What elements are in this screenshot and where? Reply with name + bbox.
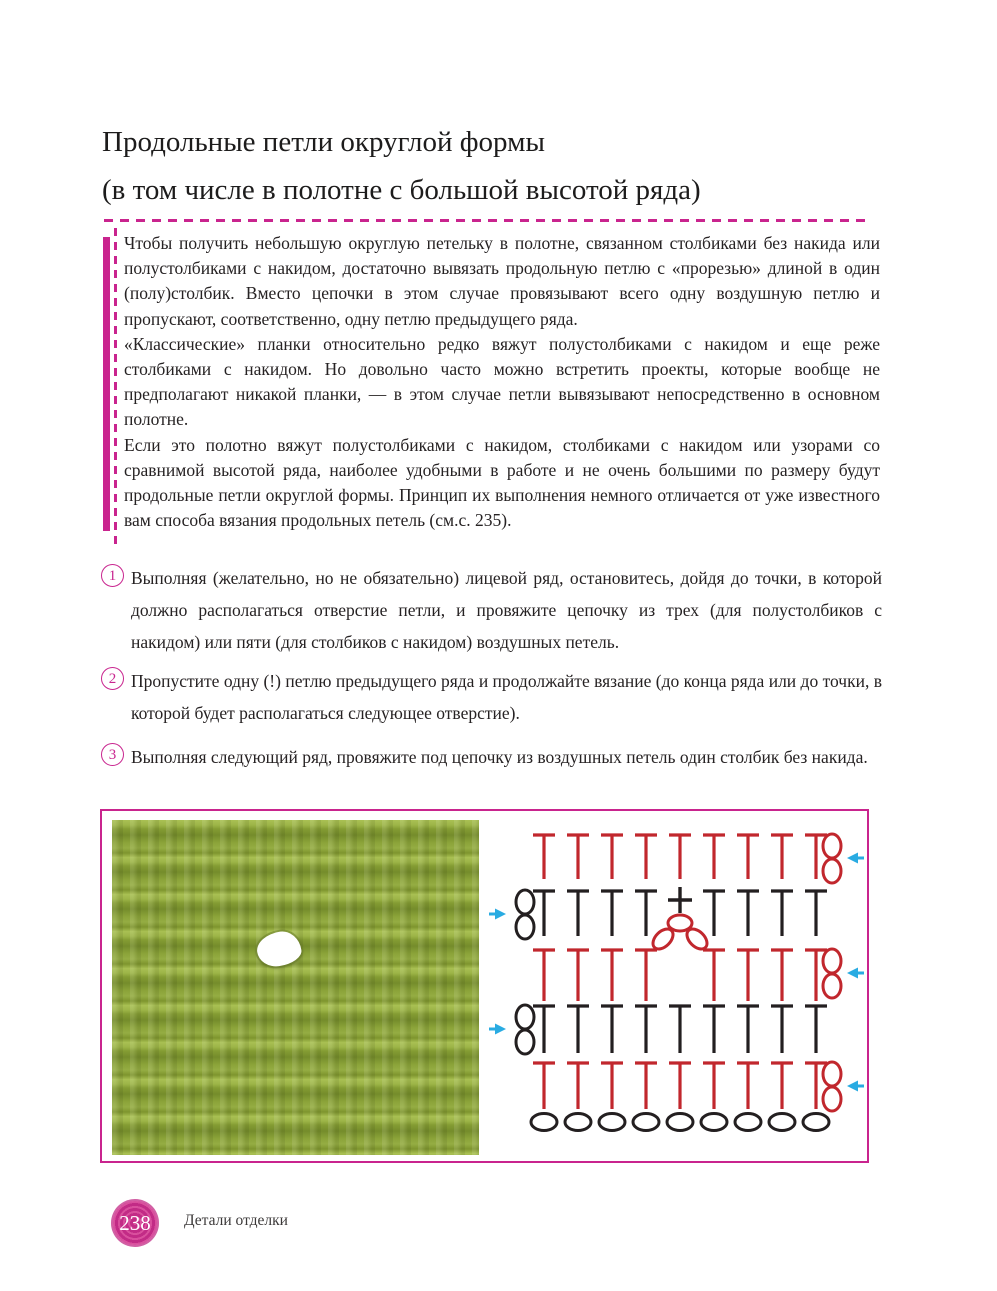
foundation-chain-symbol bbox=[803, 1114, 829, 1131]
figure-box bbox=[100, 809, 869, 1163]
page-number-badge: 238 bbox=[111, 1199, 159, 1247]
turning-chain-symbol bbox=[516, 890, 534, 914]
step-number-badge: 2 bbox=[101, 667, 124, 690]
direction-arrow bbox=[847, 853, 858, 864]
step-text: Выполняя (желательно, но не обязательно) лицевой ряд, остановитесь, дойдя до точки, в которой должно располагаться отверстие петли, и провяжите цепочку из трех (для полустолбиков с накидом) или пяти (для столбиков с накидом) воздушных петель. bbox=[131, 568, 882, 652]
turning-chain-symbol bbox=[516, 915, 534, 939]
intro-dashed-line bbox=[114, 228, 117, 547]
turning-chain-symbol bbox=[823, 949, 841, 973]
turning-chain-symbol bbox=[823, 859, 841, 883]
turning-chain-symbol bbox=[823, 1062, 841, 1086]
intro-block bbox=[124, 231, 880, 533]
direction-arrow bbox=[847, 1081, 858, 1092]
intro-accent-bar bbox=[103, 237, 110, 531]
turning-chain-symbol bbox=[516, 1030, 534, 1054]
step-number-badge: 3 bbox=[101, 743, 124, 766]
foundation-chain-symbol bbox=[633, 1114, 659, 1131]
step-text: Выполняя следующий ряд, провяжите под цепочку из воздушных петель один столбик без накида. bbox=[131, 747, 868, 767]
step-text: Пропустите одну (!) петлю предыдущего ряда и продолжайте вязание (до конца ряда или до точки, в которой будет располагаться следующее отверстие). bbox=[131, 671, 882, 723]
turning-chain-symbol bbox=[823, 1087, 841, 1111]
intro-paragraph: «Классические» планки относительно редко вяжут полустолбиками с накидом и еще реже столбиками с накидом. Но довольно часто можно встретить проекты, которые вообще не предполагают никакой планки, — в этом случае петли вывязывают непосредственно в основном полотне. bbox=[124, 333, 880, 430]
crochet-chart bbox=[102, 811, 866, 1160]
page-title bbox=[102, 118, 902, 214]
foundation-chain-symbol bbox=[701, 1114, 727, 1131]
chain-arch-symbol bbox=[668, 915, 692, 931]
foundation-chain-symbol bbox=[531, 1114, 557, 1131]
step-number-badge: 1 bbox=[101, 564, 124, 587]
footer-section-label: Детали отделки bbox=[184, 1212, 288, 1229]
intro-paragraph: Чтобы получить небольшую округлую петельку в полотне, связанном столбиками без накида или полустолбиками с накидом, достаточно вывязать продольную петлю с «прорезью» длиной в один (полу)столбик. Вместо цепочки в этом случае провязывают всего одну воздушную петлю и пропускают, соответственно, одну петлю предыдущего ряда. bbox=[124, 233, 880, 329]
dashed-divider bbox=[104, 219, 872, 222]
turning-chain-symbol bbox=[823, 974, 841, 998]
page-title-line2: (в том числе в полотне с большой высотой ряда) bbox=[102, 174, 701, 206]
foundation-chain-symbol bbox=[735, 1114, 761, 1131]
foundation-chain-symbol bbox=[769, 1114, 795, 1131]
foundation-chain-symbol bbox=[565, 1114, 591, 1131]
turning-chain-symbol bbox=[516, 1005, 534, 1029]
turning-chain-symbol bbox=[823, 834, 841, 858]
page-title-line1: Продольные петли округлой формы bbox=[102, 126, 545, 158]
foundation-chain-symbol bbox=[667, 1114, 693, 1131]
direction-arrow bbox=[847, 968, 858, 979]
direction-arrow bbox=[495, 909, 506, 920]
direction-arrow bbox=[495, 1024, 506, 1035]
foundation-chain-symbol bbox=[599, 1114, 625, 1131]
intro-paragraph: Если это полотно вяжут полустолбиками с накидом, столбиками с накидом или узорами со сравнимой высотой ряда, наиболее удобными в работе и не очень большими по размеру будут продольные петли округлой формы. Принцип их выполнения немного отличается от уже известного вам способа вязания продольных петель (см.с. 235). bbox=[124, 434, 880, 531]
